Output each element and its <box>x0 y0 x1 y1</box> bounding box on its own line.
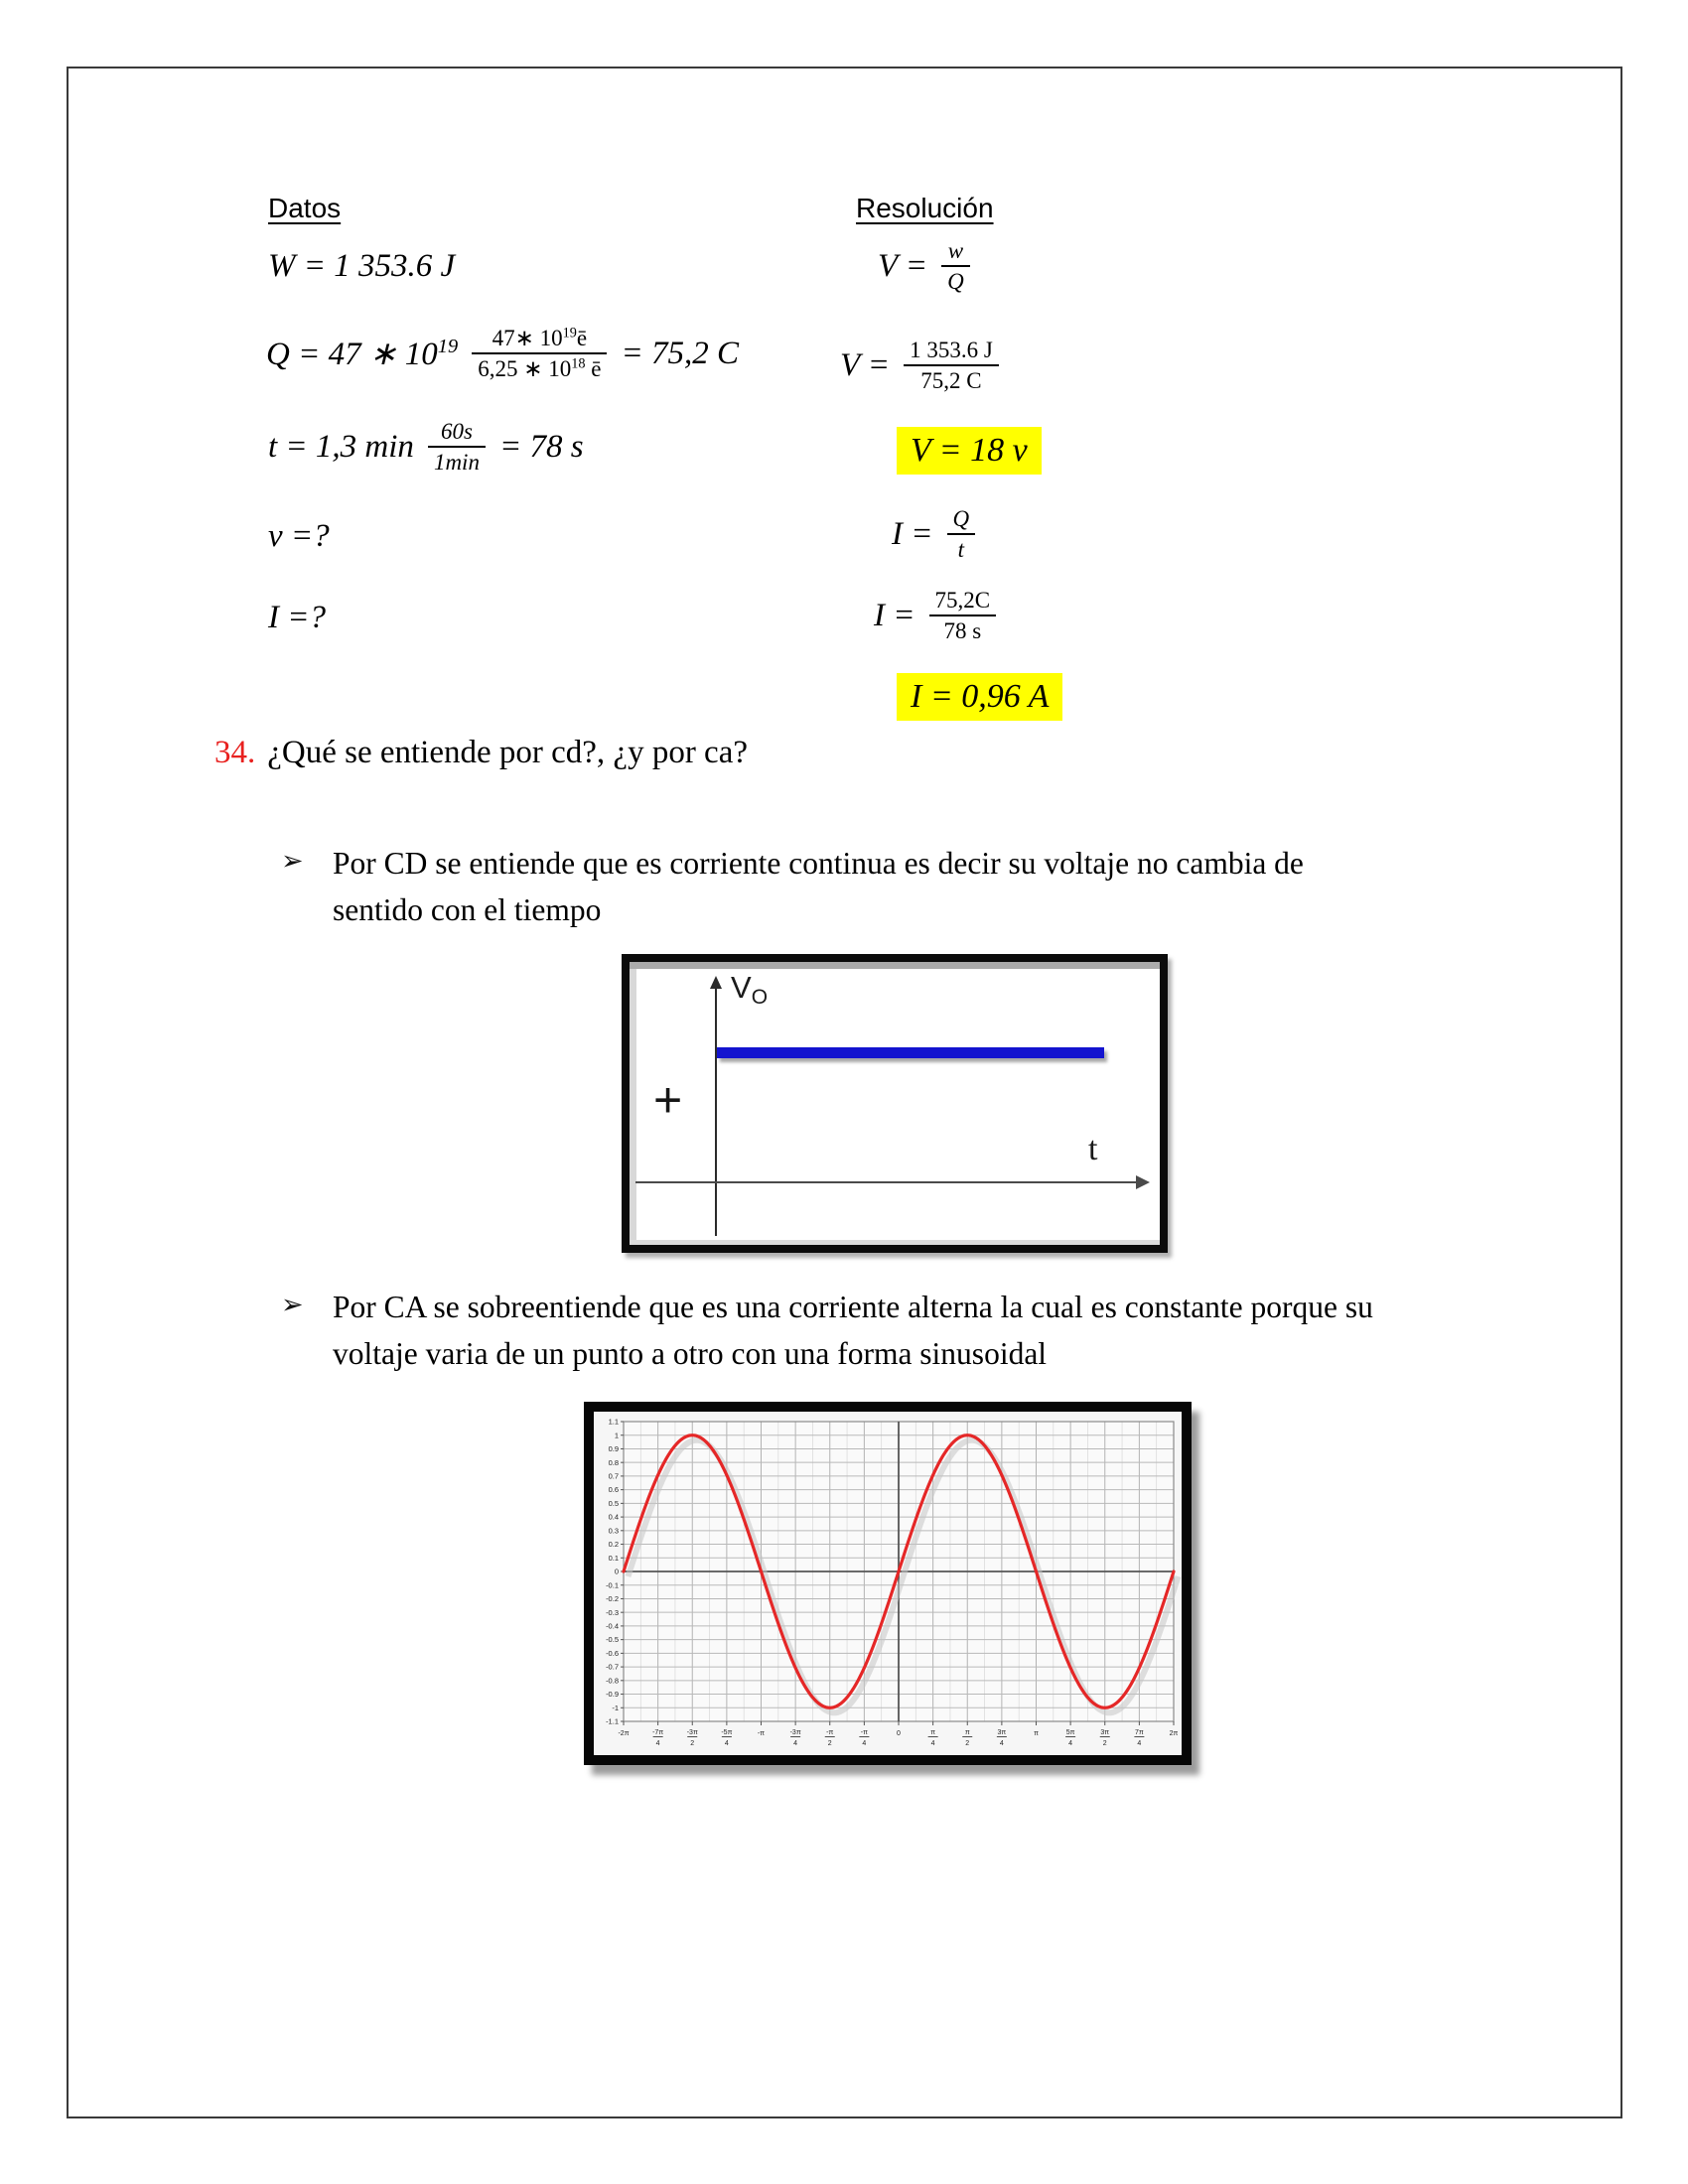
svg-text:-π: -π <box>757 1730 766 1737</box>
bullet-arrow-icon: ➢ <box>281 846 304 877</box>
svg-text:-0.5: -0.5 <box>606 1635 619 1645</box>
question-text: ¿Qué se entiende por cd?, ¿y por ca? <box>267 735 749 770</box>
svg-text:0.6: 0.6 <box>608 1485 619 1495</box>
svg-text:0.7: 0.7 <box>608 1471 619 1481</box>
svg-text:-π: -π <box>860 1729 868 1736</box>
question-number: 34. <box>214 735 256 770</box>
svg-text:-7π: -7π <box>652 1729 664 1736</box>
svg-text:4: 4 <box>1137 1740 1142 1747</box>
svg-text:2: 2 <box>965 1740 970 1747</box>
formula-t-result: = 78 s <box>498 428 584 465</box>
svg-text:0.1: 0.1 <box>608 1553 619 1563</box>
svg-text:0.5: 0.5 <box>608 1498 619 1508</box>
svg-text:2: 2 <box>827 1740 832 1747</box>
dc-x-axis-arrow-icon <box>1136 1175 1150 1189</box>
bullet-ca-text: Por CA se sobreentiende que es una corriente alterna la cual es constante porque su voltaje varia de un punto a otro con una forma sinusoidal <box>333 1290 1373 1371</box>
svg-text:4: 4 <box>724 1740 729 1747</box>
dc-voltage-line <box>717 1047 1104 1058</box>
svg-text:4: 4 <box>930 1740 935 1747</box>
formula-v-eq1: V = $\frac{w}{Q}$ <box>878 238 970 295</box>
formula-t <box>268 419 584 476</box>
dc-graph-shadow-bottom <box>630 1240 1160 1245</box>
svg-text:4: 4 <box>793 1740 798 1747</box>
svg-text:-3π: -3π <box>686 1729 698 1736</box>
formula-v-unknown: v =? <box>268 518 330 554</box>
svg-text:-0.1: -0.1 <box>606 1580 619 1590</box>
svg-text:3π: 3π <box>1100 1729 1110 1736</box>
svg-text:-5π: -5π <box>721 1729 733 1736</box>
question-34 <box>214 735 748 771</box>
svg-text:4: 4 <box>1068 1740 1073 1747</box>
svg-text:7π: 7π <box>1135 1729 1144 1736</box>
bullet-cd-text: Por CD se entiende que es corriente continua es decir su voltaje no cambia de sentido con el tiempo <box>333 846 1304 927</box>
formula-q <box>266 326 739 382</box>
svg-text:-1.1: -1.1 <box>606 1716 619 1726</box>
dc-x-axis <box>635 1181 1140 1183</box>
svg-text:0: 0 <box>614 1567 619 1576</box>
resolucion-header: Resolución <box>856 193 994 223</box>
svg-text:0.8: 0.8 <box>608 1457 619 1467</box>
svg-text:2π: 2π <box>1169 1730 1179 1737</box>
highlight-i-result: I = 0,96 A <box>897 673 1062 721</box>
formula-q-lead: Q = 47 ∗ $10^{19}$ <box>266 336 459 373</box>
svg-text:2: 2 <box>690 1740 695 1747</box>
svg-text:4: 4 <box>999 1740 1004 1747</box>
ac-sine-graph <box>584 1402 1192 1765</box>
formula-t-fraction: $\frac{60s}{1\min}$ <box>428 419 486 476</box>
dc-graph-shadow-left <box>630 969 636 1240</box>
svg-text:π: π <box>930 1729 936 1736</box>
svg-text:π: π <box>964 1729 970 1736</box>
svg-text:-0.3: -0.3 <box>606 1607 619 1617</box>
formula-i-eq2: I = $\frac{75,2C}{78 s}$ <box>874 588 996 644</box>
dc-plus-label: + <box>653 1072 683 1128</box>
svg-text:5π: 5π <box>1065 1729 1075 1736</box>
svg-text:-0.2: -0.2 <box>606 1594 619 1604</box>
svg-text:-0.6: -0.6 <box>606 1648 619 1658</box>
dc-y-axis-arrow-icon <box>710 976 722 989</box>
svg-text:-0.8: -0.8 <box>606 1676 619 1686</box>
svg-text:4: 4 <box>655 1740 660 1747</box>
svg-text:-2π: -2π <box>618 1730 630 1737</box>
svg-text:0: 0 <box>897 1730 901 1737</box>
svg-text:-3π: -3π <box>789 1729 801 1736</box>
dc-graph-shadow-top <box>630 962 1160 969</box>
svg-text:2: 2 <box>1102 1740 1107 1747</box>
datos-header: Datos <box>268 193 342 223</box>
dc-x-axis-label: t <box>1088 1131 1098 1167</box>
svg-text:0.2: 0.2 <box>608 1540 619 1550</box>
svg-text:-0.7: -0.7 <box>606 1662 619 1672</box>
svg-text:4: 4 <box>862 1740 867 1747</box>
dc-voltage-graph <box>622 954 1168 1253</box>
svg-text:-0.9: -0.9 <box>606 1690 619 1700</box>
formula-i-eq1: I = $\frac{Q}{t}$ <box>892 506 975 563</box>
svg-text:1.1: 1.1 <box>608 1417 619 1427</box>
formula-q-result: = 75,2 C <box>621 335 739 371</box>
svg-text:-1: -1 <box>612 1703 619 1712</box>
formula-q-fraction: $\frac{47∗ 10^{19}ē}{6,25 ∗ 10^{18} ē}$ <box>472 326 607 382</box>
svg-text:π: π <box>1034 1730 1039 1737</box>
svg-text:0.9: 0.9 <box>608 1444 619 1454</box>
highlight-v-result: V = 18 v <box>897 427 1042 475</box>
svg-text:0.3: 0.3 <box>608 1526 619 1536</box>
formula-t-lead: t = 1,3 min <box>268 428 414 465</box>
dc-y-axis-label: $V_O$ <box>731 970 769 1009</box>
svg-text:3π: 3π <box>997 1729 1007 1736</box>
svg-text:-0.4: -0.4 <box>606 1621 619 1631</box>
svg-text:1: 1 <box>614 1431 619 1440</box>
formula-i-unknown: I =? <box>268 600 327 635</box>
formula-v-eq2: V = $\frac{1 353.6 J}{75,2 C}$ <box>840 338 999 394</box>
formula-w: W = 1 353.6 J <box>268 248 456 284</box>
dc-y-axis <box>715 988 717 1236</box>
svg-text:-π: -π <box>826 1729 834 1736</box>
svg-text:0.4: 0.4 <box>608 1512 619 1522</box>
ac-sine-chart <box>594 1412 1182 1755</box>
bullet-arrow-icon: ➢ <box>281 1290 304 1320</box>
